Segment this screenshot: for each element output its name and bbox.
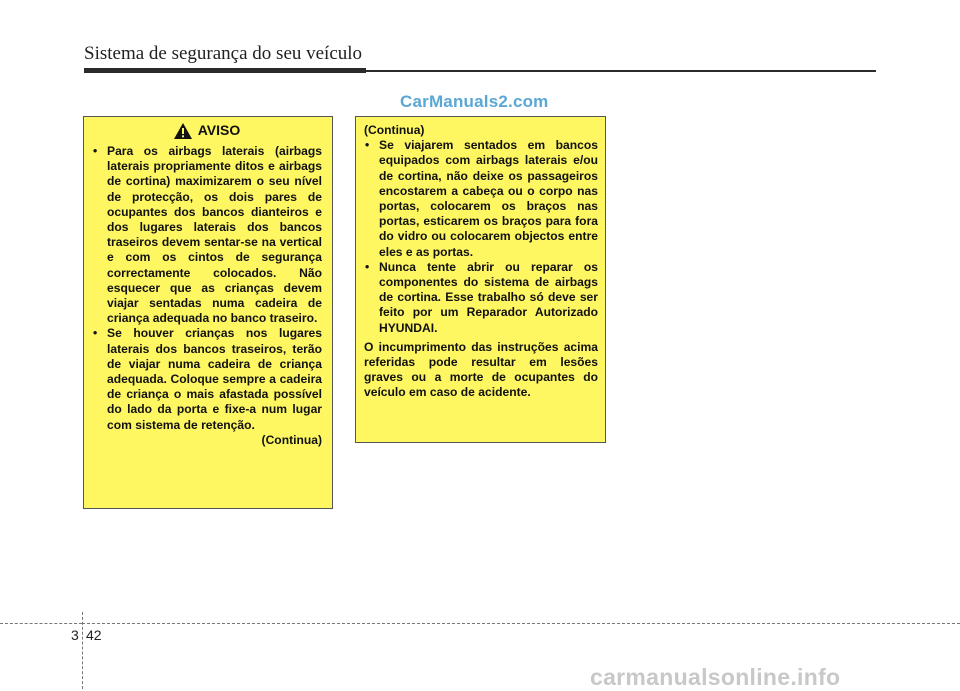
footer-rule-left [0,623,82,624]
warning-heading [92,123,322,139]
list-item: • Nunca tente abrir ou reparar os componentes do sistema de airbags de cortina. Esse trabalho só deve ser feito por um Reparador Autorizado HYUNDAI. [364,260,598,336]
warning-box-left [83,116,333,509]
page-header-title: Sistema de segurança do seu veículo [84,43,363,64]
warning-box-right [355,116,606,443]
continued-label: (Continua) [261,432,322,447]
footer-vertical-rule [82,612,83,689]
warning-triangle-icon [174,123,192,139]
list-item: • Para os airbags laterais (airbags laterais propriamente ditos e airbags de cortina) maximizarem o seu nível de protecção, os dois pares de ocupantes dos bancos dianteiros e dos lugares laterais dos bancos traseiros devem sentar-se na vertical e com os cintos de segurança correctamente colocados. Não esquecer que as crianças devem viajar sentadas numa cadeira de criança adequada no banco traseiro. [92,144,322,326]
warning-title: AVISO [197,122,241,139]
warning-list-left [92,144,322,433]
footer-rule-right [82,623,960,624]
page-number: 42 [86,627,102,643]
list-item: • Se viajarem sentados em bancos equipados com airbags laterais e/ou de cortina, não deixe os passageiros encostarem a cabeça ou o corpo nas portas, colocarem os braços nas portas, esticarem os braços para fora do vidro ou colocarem objectos entre eles e as portas. [364,138,598,260]
continued-label: (Continua) [364,123,425,137]
watermark-top: CarManuals2.com [400,92,549,111]
header-rule-thick [84,68,366,73]
header-rule-thin [366,70,876,72]
watermark-bottom: carmanualsonline.info [590,664,841,690]
closing-paragraph: O incumprimento das instruções acima referidas pode resultar em lesões graves ou a morte de ocupantes do veículo em caso de acidente. [364,339,598,400]
list-item: • Se houver crianças nos lugares laterais dos bancos traseiros, terão de viajar numa cadeira de criança adequada. Coloque sempre a cadeira de criança o mais afastada possível do lado da porta e fixe-a num lugar com sistema de retenção. [92,326,322,432]
chapter-number: 3 [71,627,79,643]
warning-list-right [364,138,598,336]
